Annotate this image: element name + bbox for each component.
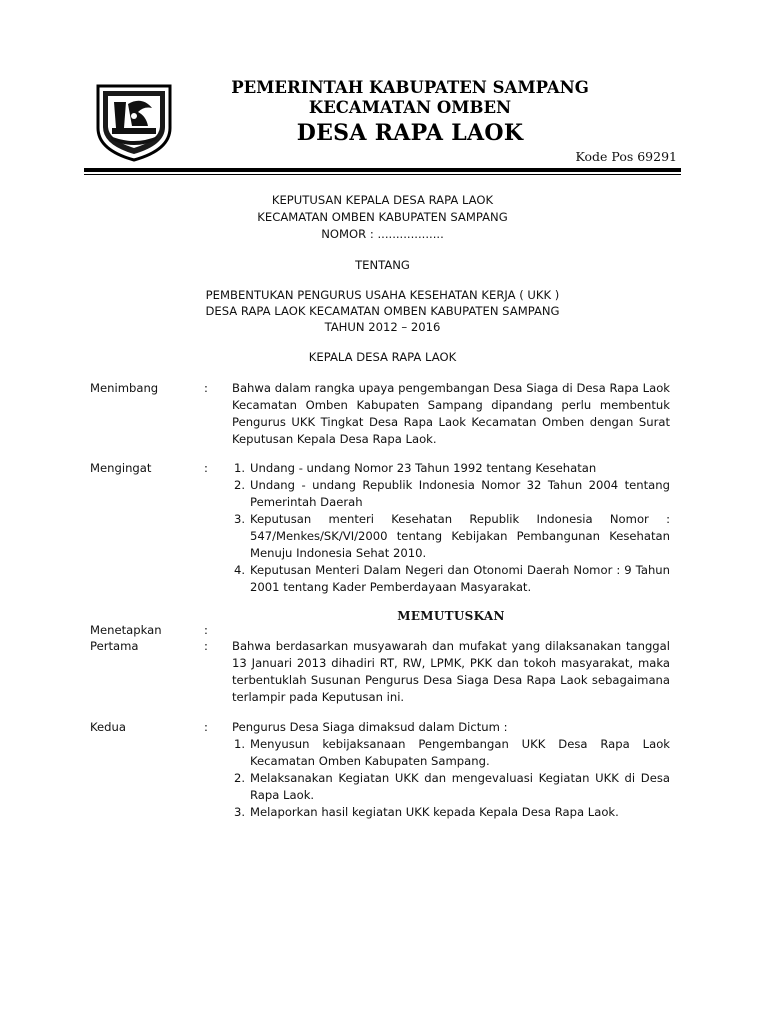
kedua-colon: : xyxy=(204,720,208,734)
postal-code: Kode Pos 69291 xyxy=(575,149,677,164)
mengingat-colon: : xyxy=(204,461,208,475)
regency-emblem-icon xyxy=(92,82,176,162)
pertama-label: Pertama xyxy=(90,639,139,653)
menetapkan-label: Menetapkan xyxy=(90,623,162,637)
letterhead-government: PEMERINTAH KABUPATEN SAMPANG xyxy=(231,78,589,97)
menetapkan-colon: : xyxy=(204,623,208,637)
menimbang-text: Bahwa dalam rangka upaya pengembangan Desa Siaga di Desa Rapa Laok Kecamatan Omben Kabupaten Sampang dipandang perlu membentuk Pengurus UKK Tingkat Desa Rapa Laok Kecamatan Omben dengan Surat Keputusan Kepala Desa Rapa Laok. xyxy=(232,381,670,446)
signatory-heading: KEPALA DESA RAPA LAOK xyxy=(308,350,457,364)
kedua-intro: Pengurus Desa Siaga dimaksud dalam Dictum : xyxy=(232,720,508,734)
tentang-heading: TENTANG xyxy=(355,258,410,272)
subject-line3: TAHUN 2012 – 2016 xyxy=(324,320,441,334)
subject-line2: DESA RAPA LAOK KECAMATAN OMBEN KABUPATEN SAMPANG xyxy=(205,304,560,318)
list-item: 3. Keputusan menteri Kesehatan Republik Indonesia Nomor : 547/Menkes/SK/VI/2000 tentang Kebijakan Pembangunan Kesehatan Menuju Indonesia Sehat 2010. xyxy=(234,512,670,560)
list-item: 3. Melaporkan hasil kegiatan UKK kepada Kepala Desa Rapa Laok. xyxy=(234,805,619,819)
list-item: 1. Menyusun kebijaksanaan Pengembangan UKK Desa Rapa Laok Kecamatan Omben Kabupaten Sampang. xyxy=(234,737,670,768)
mengingat-list xyxy=(232,460,670,596)
list-item: 1. Undang - undang Nomor 23 Tahun 1992 tentang Kesehatan xyxy=(234,461,597,475)
decree-number: NOMOR : .................. xyxy=(321,227,444,241)
list-item: 2. Melaksanakan Kegiatan UKK dan mengevaluasi Kegiatan UKK di Desa Rapa Laok. xyxy=(234,771,670,802)
subject-line1: PEMBENTUKAN PENGURUS USAHA KESEHATAN KERJA ( UKK ) xyxy=(205,288,560,302)
decree-title-line2: KECAMATAN OMBEN KABUPATEN SAMPANG xyxy=(257,210,508,224)
menimbang-label: Menimbang xyxy=(90,381,159,395)
header-divider-thin xyxy=(84,174,681,175)
decree-title-line1: KEPUTUSAN KEPALA DESA RAPA LAOK xyxy=(271,193,494,207)
menimbang-colon: : xyxy=(204,381,208,395)
list-item: 4. Keputusan Menteri Dalam Negeri dan Otonomi Daerah Nomor : 9 Tahun 2001 tentang Kader Pemberdayaan Masyarakat. xyxy=(234,563,670,594)
kedua-list xyxy=(232,736,670,821)
list-item: 2. Undang - undang Republik Indonesia Nomor 32 Tahun 2004 tentang Pemerintah Daerah xyxy=(234,478,670,509)
kedua-label: Kedua xyxy=(90,720,126,734)
letterhead-district: KECAMATAN OMBEN xyxy=(308,98,512,117)
header-divider-thick xyxy=(84,168,681,172)
pertama-colon: : xyxy=(204,639,208,653)
mengingat-label: Mengingat xyxy=(90,461,152,475)
memutuskan-heading: MEMUTUSKAN xyxy=(397,609,505,623)
letterhead-village: DESA RAPA LAOK xyxy=(296,120,524,146)
pertama-text: Bahwa berdasarkan musyawarah dan mufakat yang dilaksanakan tanggal 13 Januari 2013 dihadiri RT, RW, LPMK, PKK dan tokoh masyarakat, maka terbentuklah Susunan Pengurus Desa Siaga Desa Rapa Laok sebagaimana terlampir pada Keputusan ini. xyxy=(232,639,670,704)
